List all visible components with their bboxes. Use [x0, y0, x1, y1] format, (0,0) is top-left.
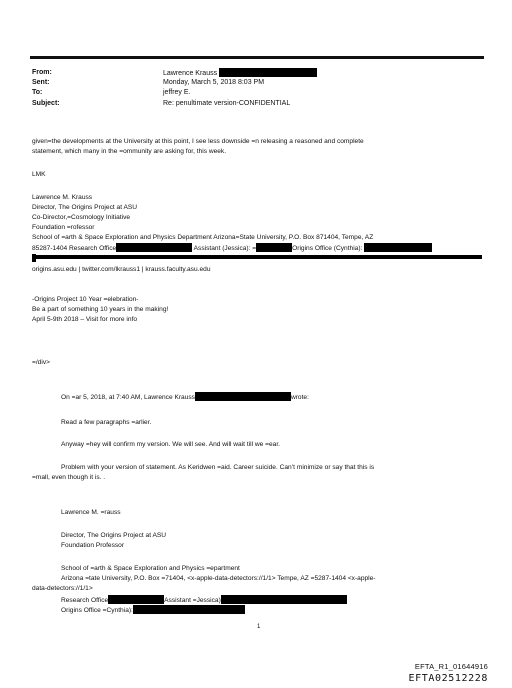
quote-line: Problem with your version of statement. As Keridwen =aid. Career suicide. Can’t minimize or say that this is [61, 464, 375, 471]
quote-line: =mall, even though it is. . [32, 474, 106, 481]
signature-line: Director, The Origins Project at ASU [61, 532, 167, 539]
redaction [36, 255, 482, 259]
promo-line: April 5-9th 2018 – Visit for more info [32, 316, 138, 323]
page-number: 1 [257, 624, 261, 630]
promo-line: -Origins Project 10 Year =elebration- [32, 296, 139, 303]
signature-line: 85287-1404 Research Office Assistant (Jessica): = Origins Office (Cynthia): [32, 243, 432, 254]
quote-line: Anyway =hey will confirm my version. We will see. And will wait till we =ear. [61, 441, 281, 448]
subject-value: Re: penultimate version-CONFIDENTIAL [163, 100, 291, 107]
redaction [256, 243, 292, 252]
signature-line: Director, The Origins Project at ASU [32, 204, 138, 211]
signature-line: Foundation =rofessor [32, 224, 95, 231]
redaction [133, 605, 245, 614]
signature-line: Arizona =tate University, P.O. Box =71404, <x-apple-data-detectors://1/1> Tempe, AZ =5287-1404 <x-apple- [61, 575, 376, 582]
from-label: From: [32, 69, 52, 76]
to-value: jeffrey E. [163, 89, 191, 96]
body-line: statement, which many in the =ommunity are asking for, this week. [32, 148, 227, 155]
body-line: LMK [32, 171, 46, 178]
signature-line: Lawrence M. Krauss [32, 194, 93, 201]
body-line: given=the developments at the University at this point, I see less downside =n releasing a reasoned and complete [32, 138, 364, 145]
signature-line: Origins Office =Cynthia): [61, 605, 245, 616]
signature-line: Research Office Assistant =Jessica) [61, 595, 347, 606]
signature-line: School of =arth & Space Exploration and Physics =epartment [61, 565, 240, 572]
promo-line: Be a part of something 10 years in the making! [32, 306, 169, 313]
header-rule [30, 56, 484, 59]
redaction [116, 243, 192, 252]
sent-label: Sent: [32, 79, 50, 86]
from-value: Lawrence Krauss [163, 68, 317, 79]
signature-line: Co-Director,=Cosmology Initiative [32, 214, 131, 221]
redaction [221, 595, 347, 604]
to-label: To: [32, 89, 43, 96]
footer-id: EFTA_R1_01644916 [414, 662, 488, 671]
signature-line: Lawrence M. =rauss [61, 509, 121, 516]
sent-value: Monday, March 5, 2018 8:03 PM [163, 79, 265, 86]
redaction [219, 68, 317, 77]
redaction [195, 392, 291, 401]
signature-line: Foundation Professor [61, 542, 125, 549]
footer-bates-number: EFTA02512228 [408, 673, 488, 684]
quote-header: On =ar 5, 2018, at 7:40 AM, Lawrence Krauss wrote: [61, 394, 309, 401]
body-line: =/div> [32, 359, 50, 366]
signature-line: data-detectors://1/1> [32, 585, 93, 592]
redaction [108, 595, 164, 604]
subject-label: Subject: [32, 100, 60, 107]
email-header [0, 68, 512, 114]
redaction [364, 243, 432, 252]
signature-line: School of =arth & Space Exploration and Physics Department Arizona=State University, P.O. Box 871404, Tempe, AZ [32, 234, 374, 241]
signature-links: origins.asu.edu | twitter.com/lkrauss1 | krauss.faculty.asu.edu [32, 266, 211, 273]
quote-line: Read a few paragraphs =arlier. [61, 419, 152, 426]
